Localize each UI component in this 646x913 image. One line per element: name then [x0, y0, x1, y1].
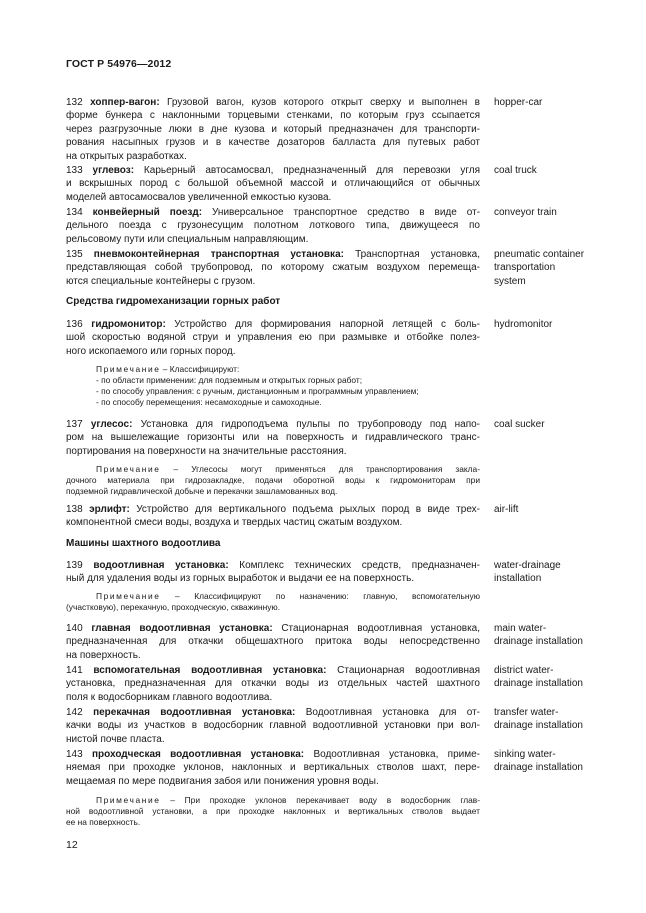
term-text: Водоотливная установка, приме- — [304, 749, 480, 760]
english-term: conveyor train — [494, 207, 557, 218]
term-entry-133 — [66, 164, 480, 204]
term-line: ром на вышележащие горизонты или на поверхность и гидравлического транс- — [66, 432, 480, 444]
term-entry-140 — [66, 622, 480, 662]
english-equivalent-140 — [494, 622, 614, 649]
term-number: 141 — [66, 665, 83, 676]
term-text: Стационарная водоотливная — [326, 665, 480, 676]
term-line: поля к водосборникам главного водоотлива. — [66, 691, 273, 703]
term-name: хоппер-вагон: — [90, 97, 160, 108]
term-name: конвейерный поезд: — [92, 207, 203, 218]
note-line: дочного материала при гидрозакладке, подачи оборотной воды к гидромониторам при — [66, 475, 480, 485]
term-entry-136 — [66, 318, 480, 358]
english-term: drainage installation — [494, 762, 583, 774]
term-number: 135 — [66, 249, 83, 260]
term-line — [66, 559, 480, 572]
term-name: главная водоотливная установка: — [91, 623, 273, 634]
term-text: Транспортная установка, — [343, 249, 480, 260]
english-term: district water- — [494, 665, 554, 676]
term-name: проходческая водоотливная установка: — [92, 749, 305, 760]
term-number: 132 — [66, 97, 83, 108]
term-line: на поверхность. — [66, 649, 141, 661]
english-equivalent-143 — [494, 748, 614, 775]
term-line — [66, 664, 480, 677]
term-line: форме бункера с наклонными торцевыми стенками, по которым груз ссыпается — [66, 110, 480, 122]
term-name: углевоз: — [92, 165, 135, 176]
english-term: hopper-car — [494, 97, 543, 108]
term-number: 143 — [66, 749, 83, 760]
term-line: ного ископаемого или горных пород. — [66, 345, 236, 357]
english-term: coal sucker — [494, 419, 545, 430]
english-term: system — [494, 275, 526, 287]
document-header: ГОСТ Р 54976—2012 — [66, 58, 172, 70]
english-equivalent-135 — [494, 248, 614, 288]
term-line: рельсовому пути или специальным направляющим. — [66, 233, 309, 245]
note-line: ее на поверхность. — [66, 817, 141, 827]
term-line: ются специальные контейнеры с грузом. — [66, 275, 256, 287]
term-name: эрлифт: — [89, 504, 130, 515]
english-equivalent-133 — [494, 164, 614, 177]
note-label: Примечание — [96, 591, 161, 601]
english-term: installation — [494, 573, 542, 585]
note-136 — [96, 364, 480, 408]
term-name: перекачная водоотливная установка: — [93, 707, 296, 718]
english-equivalent-132 — [494, 96, 614, 109]
note-line: - по области применении: для подземным и открытых горных работ; — [96, 375, 363, 385]
english-term: transportation — [494, 262, 556, 274]
term-name: вспомогательная водоотливная установка: — [93, 665, 327, 676]
term-text: Грузовой вагон, кузов которого открыт сверху и выполнен в — [159, 97, 480, 108]
term-line — [66, 96, 480, 109]
section-heading-hydromechanization: Средства гидромеханизации горных работ — [66, 296, 281, 307]
note-label: Примечание — [96, 795, 161, 805]
english-term: drainage installation — [494, 720, 583, 732]
note-text: – При проходке уклонов перекачивает воду в водосборник глав- — [160, 795, 480, 805]
term-number: 136 — [66, 319, 83, 330]
term-entry-135 — [66, 248, 480, 288]
english-term: transfer water- — [494, 707, 559, 718]
term-name: пневмоконтейнерная транспортная установка: — [93, 249, 344, 260]
term-text: Устройство для вертикального подъема рыхлых пород в виде трех- — [129, 504, 480, 515]
term-line: моделей автосамосвалов увеличенной емкостью кузова. — [66, 191, 332, 203]
term-line — [66, 418, 480, 431]
term-line: нистой почве пласта. — [66, 733, 165, 745]
term-line: установка, предназначенная для откачки воды из отдельных частей шахтного — [66, 678, 480, 690]
term-line: мещаемая по мере подвигания забоя или понижения уровня воды. — [66, 775, 379, 787]
term-text: Установка для гидроподъема пульпы по трубопроводу под напо- — [132, 419, 480, 430]
term-line — [66, 706, 480, 719]
english-term: hydromonitor — [494, 319, 553, 330]
english-term: air-lift — [494, 504, 519, 515]
term-text: Водоотливная установка для от- — [295, 707, 480, 718]
note-line: - по способу управления: с ручным, дистанционным и программным управлением; — [96, 386, 419, 396]
term-number: 138 — [66, 504, 83, 515]
note-text: – Углесосы могут применяться для транспортирования закла- — [160, 464, 480, 474]
note-137 — [66, 464, 480, 497]
term-text: Стационарная водоотливная установка, — [272, 623, 480, 634]
term-name: гидромонитор: — [91, 319, 166, 330]
term-number: 139 — [66, 560, 83, 571]
term-line: качки воды из участков в водосборник главной водоотливной установки при вол- — [66, 720, 480, 732]
term-line: и вскрышных пород с большой объемной массой и отличающийся от обычных — [66, 178, 480, 190]
term-name: водоотливная установка: — [93, 560, 229, 571]
term-line: рования насыпных грузов и в качестве дозаторов балласта для путевых работ — [66, 137, 480, 149]
term-entry-134 — [66, 206, 480, 246]
note-label: Примечание — [96, 464, 161, 474]
term-line: шой скоростью водяной струи и управления ею при размывке и отбойке полез- — [66, 332, 480, 344]
note-line: подземной гидравлической добыче и перекачки зашламованных вод. — [66, 486, 338, 496]
term-number: 140 — [66, 623, 83, 634]
term-line: представляющая собой трубопровод, по которому сжатым воздухом перемеща- — [66, 262, 480, 274]
term-entry-141 — [66, 664, 480, 704]
term-entry-137 — [66, 418, 480, 458]
term-line — [66, 622, 480, 635]
english-equivalent-139 — [494, 559, 614, 586]
term-entry-132 — [66, 96, 480, 163]
english-equivalent-137 — [494, 418, 614, 431]
note-label: Примечание — [96, 364, 161, 374]
section-heading-mine-drainage: Машины шахтного водоотлива — [66, 538, 221, 549]
english-term: coal truck — [494, 165, 537, 176]
term-line: через разгрузочные люки в дне кузова и который предназначен для транспорти- — [66, 123, 480, 135]
term-line: портирования на поверхности на значительные расстояния. — [66, 445, 347, 457]
term-line — [66, 206, 480, 219]
term-line: ный для удаления воды из горных выработок и выдачи ее на поверхность. — [66, 573, 415, 585]
english-term: water-drainage — [494, 560, 561, 571]
term-line: дельного поезда с грузонесущим полотном лоткового типа, движущееся по — [66, 220, 480, 232]
term-name: углесос: — [90, 419, 133, 430]
term-number: 137 — [66, 419, 83, 430]
english-equivalent-134 — [494, 206, 614, 219]
note-line: ной водоотливной установки, а при проходке наклонных и вертикальных стволов выдает — [66, 806, 480, 816]
term-entry-138 — [66, 503, 480, 530]
term-line — [66, 503, 480, 516]
term-number: 133 — [66, 165, 83, 176]
term-line: компонентной смеси воды, воздуха и твердых частиц сжатым воздухом. — [66, 517, 403, 529]
page-number: 12 — [66, 839, 78, 851]
term-line: на открытых разработках. — [66, 150, 187, 162]
english-equivalent-141 — [494, 664, 614, 691]
english-term: drainage installation — [494, 636, 583, 648]
note-line: (участковую), перекачную, проходческую, скважинную. — [66, 602, 281, 612]
term-text: Карьерный автосамосвал, предназначенный для перевозки угля — [134, 165, 480, 176]
term-text: Универсальное транспортное средство в виде от- — [202, 207, 480, 218]
term-number: 142 — [66, 707, 83, 718]
term-line — [66, 748, 480, 761]
term-line — [66, 164, 480, 177]
note-text: – Классифицируют: — [160, 364, 240, 374]
note-text: – Классифицируют по назначению: главную, вспомогательную — [160, 591, 480, 601]
term-entry-139 — [66, 559, 480, 586]
term-line: няемая при проходке уклонов, наклонных и вертикальных стволов шахт, пере- — [66, 762, 480, 774]
term-entry-143 — [66, 748, 480, 788]
term-number: 134 — [66, 207, 83, 218]
note-143 — [66, 795, 480, 828]
english-term: sinking water- — [494, 749, 556, 760]
note-139 — [66, 591, 480, 613]
term-line — [66, 318, 480, 331]
english-term: pneumatic container — [494, 249, 585, 260]
term-line — [66, 248, 480, 261]
term-line: предназначенная для откачки общешахтного притока воды непосредственно — [66, 636, 480, 648]
english-equivalent-142 — [494, 706, 614, 733]
english-term: drainage installation — [494, 678, 583, 690]
english-term: main water- — [494, 623, 547, 634]
term-entry-142 — [66, 706, 480, 746]
term-text: Комплекс технических средств, предназначен- — [228, 560, 480, 571]
note-line: - по способу перемещения: несамоходные и самоходные. — [96, 397, 322, 407]
term-text: Устройство для формирования напорной летящей с боль- — [165, 319, 480, 330]
english-equivalent-138 — [494, 503, 614, 516]
english-equivalent-136 — [494, 318, 614, 331]
